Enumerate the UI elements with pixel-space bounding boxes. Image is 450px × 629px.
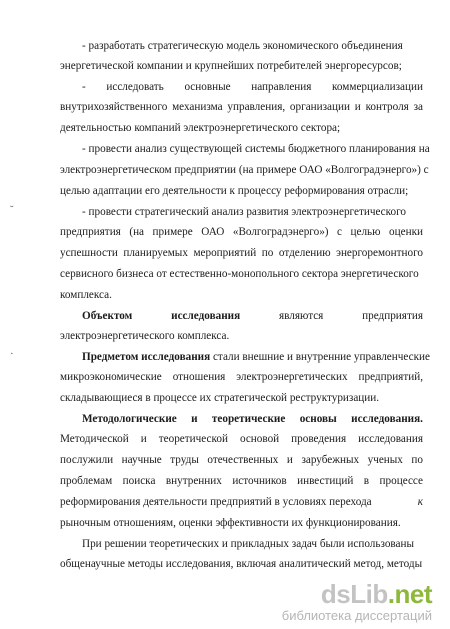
text-line: успешности планируемых мероприятий по отделению энергоремонтного [60, 247, 423, 259]
text-word: - [82, 81, 86, 93]
watermark [282, 581, 432, 623]
text-word: Методологические [82, 413, 177, 425]
text-line [60, 349, 430, 365]
text-line: проблемам поиска внутренних источников инвестиций в процессе [60, 475, 423, 487]
text-word: основы [299, 413, 337, 425]
text-line: деятельностью компаний электроэнергетического сектора; [60, 122, 341, 134]
watermark-logo [282, 581, 432, 607]
logo-main: dsLib [320, 579, 388, 609]
text-line: комплекса. [60, 289, 112, 301]
scan-mark: · [10, 348, 14, 360]
text-line: общенаучные методы исследования, включая аналитический метод, методы [60, 558, 423, 570]
text-line: целью адаптации его деятельности к процессу реформирования отрасли; [60, 185, 409, 197]
text-span: реформирования деятельности предприятий в условиях перехода [60, 496, 372, 508]
text-line: энергетической компании и крупнейших потребителей энергоресурсов; [60, 60, 402, 72]
text-word: направления [251, 81, 312, 93]
text-line [60, 79, 423, 95]
logo-domain: .net [387, 579, 432, 609]
text-line: рыночным отношениям, оценки эффективности их функционирования. [60, 517, 401, 529]
text-word: к [417, 496, 423, 508]
text-line [60, 411, 423, 427]
text-line: складывающиеся в процессе их стратегической реструктуризации. [60, 392, 380, 404]
text-word: основные [184, 81, 231, 93]
text-line: При решении теоретических и прикладных задач были использованы [82, 538, 415, 550]
text-word: коммерциализации [332, 81, 423, 93]
text-word: исследования [171, 310, 241, 322]
text-bold: Предметом исследования [82, 351, 211, 363]
text-line: предприятия (на примере ОАО «Волгоградэнерго») с целью оценки [60, 226, 423, 238]
text-line: внутрихозяйственного механизма управления, организации и контроля за [60, 101, 423, 113]
text-line: - провести стратегический анализ развития электроэнергетического [82, 206, 407, 218]
scan-mark: ˘ [10, 204, 14, 216]
text-line [60, 494, 423, 510]
text-line [60, 308, 423, 324]
text-word: исследования. [351, 413, 423, 425]
text-word: исследовать [106, 81, 164, 93]
text-line: электроэнергетическом предприятии (на примере ОАО «Волгоградэнерго») с [60, 164, 429, 176]
text-line: сервисного бизнеса от естественно-монопольного сектора энергетического [60, 268, 419, 280]
text-word: теоретические [211, 413, 286, 425]
text-line: электроэнергетического комплекса. [60, 330, 230, 342]
text-line: послужили научные труды отечественных и зарубежных ученых по [60, 454, 423, 466]
watermark-subtitle: библиотека диссертаций [281, 608, 432, 623]
text-line: - разработать стратегическую модель экономического объединения [82, 40, 403, 52]
text-span: стали внешние и внутренние управленческие [210, 351, 430, 363]
text-line: микроэкономические отношения электроэнергетических предприятий, [60, 371, 423, 383]
text-word: являются [278, 310, 324, 322]
text-line: - провести анализ существующей системы бюджетного планирования на [82, 143, 430, 155]
text-word: предприятия [362, 310, 423, 322]
text-word: Объектом [82, 310, 133, 322]
text-line: Методической и теоретической основой проведения исследования [60, 433, 423, 445]
text-word: и [191, 413, 198, 425]
